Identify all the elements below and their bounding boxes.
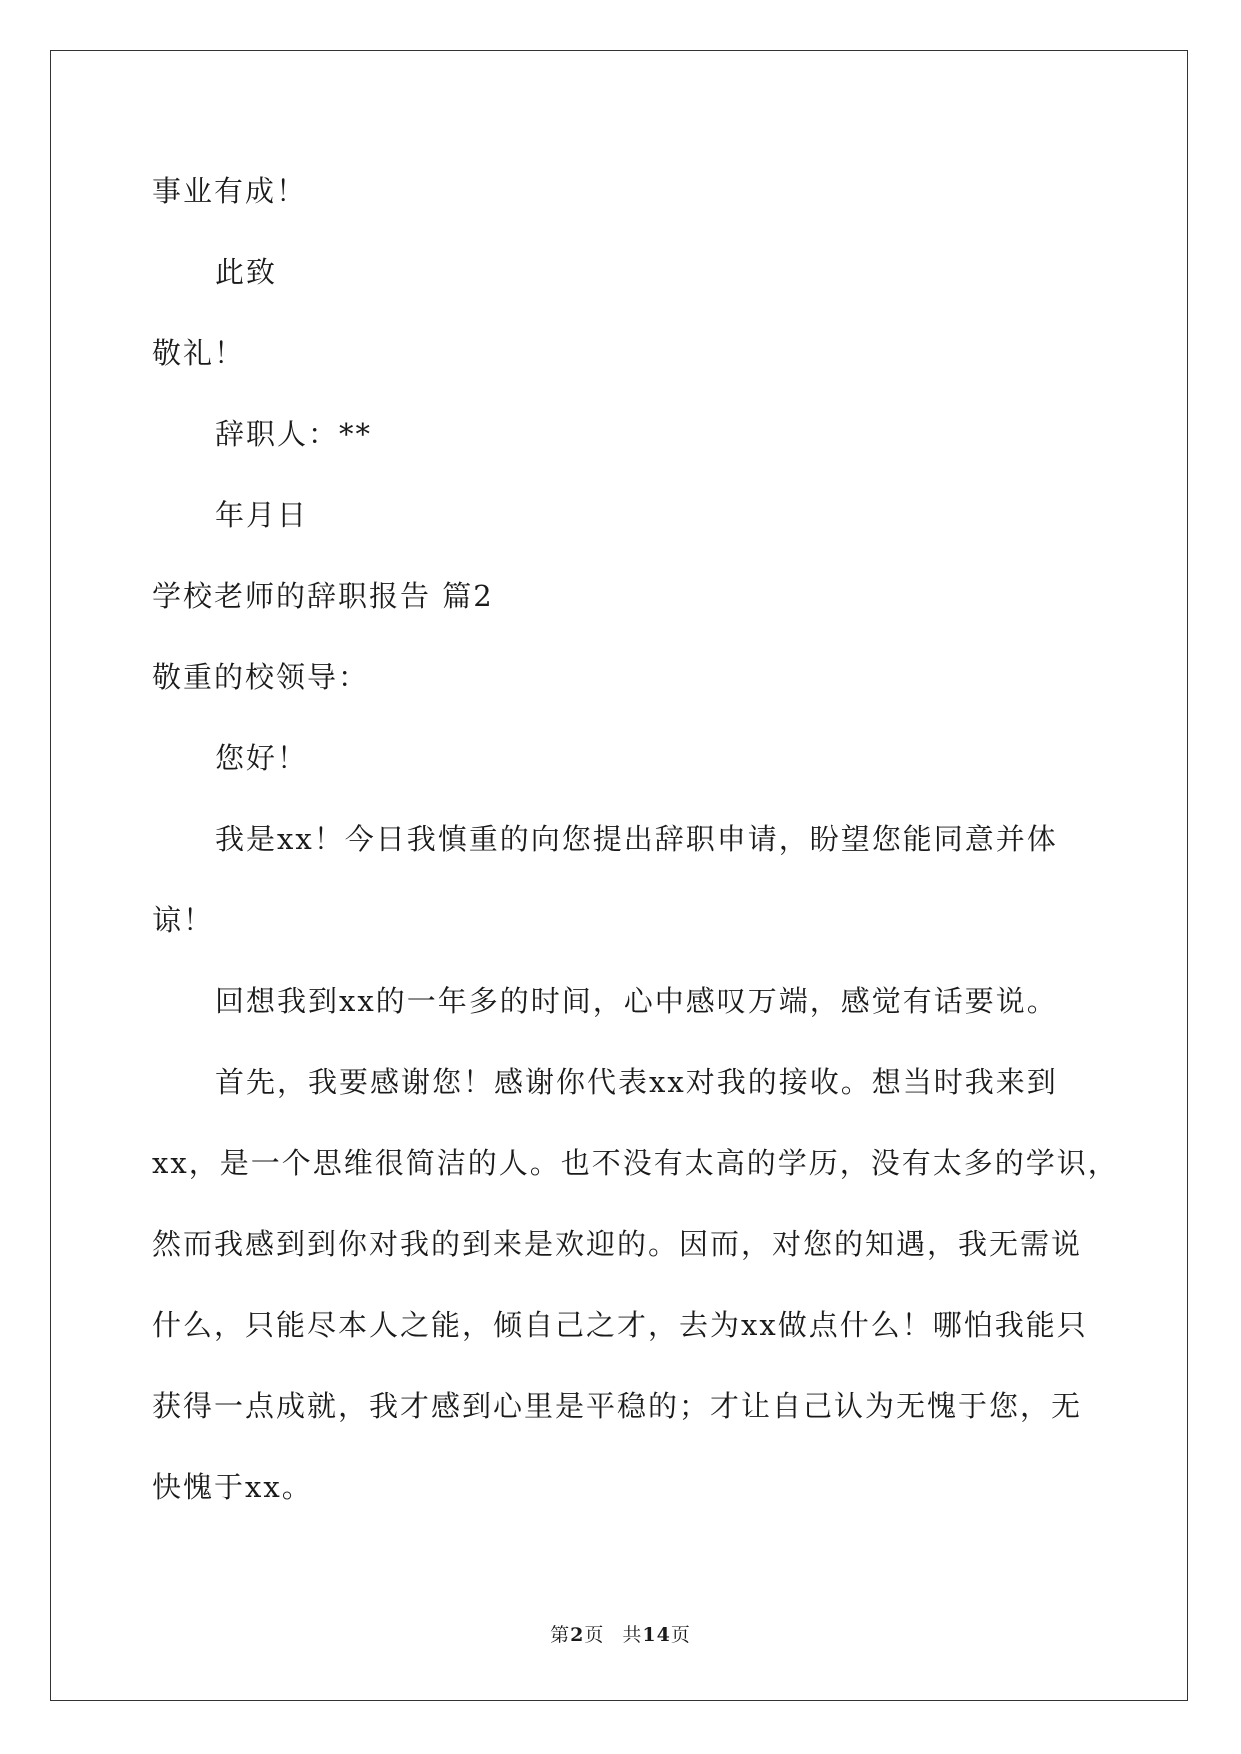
paragraph-line: 什么，只能尽本人之能，倾自己之才，去为xx做点什么！哪怕我能只 — [152, 1308, 1088, 1342]
total-pages: 14 — [642, 1624, 671, 1646]
paragraph-line: 快愧于xx。 — [152, 1470, 313, 1504]
greeting-hello: 您好！ — [215, 741, 309, 775]
paragraph-line: 谅！ — [152, 903, 215, 937]
greeting-addressee: 敬重的校领导： — [152, 660, 370, 694]
signature-line: 辞职人：** — [215, 417, 373, 451]
date-line: 年月日 — [215, 498, 309, 532]
page-footer — [0, 1620, 1241, 1647]
salutation-jing-li: 敬礼！ — [152, 336, 246, 370]
paragraph-line: 我是xx！今日我慎重的向您提出辞职申请，盼望您能同意并体 — [215, 822, 1058, 856]
paragraph-line: 获得一点成就，我才感到心里是平稳的；才让自己认为无愧于您，无 — [152, 1389, 1083, 1423]
page-prefix: 第 — [550, 1624, 571, 1646]
paragraph-line: 首先，我要感谢您！感谢你代表xx对我的接收。想当时我来到 — [215, 1065, 1058, 1099]
page-number: 2 — [570, 1624, 585, 1646]
salutation-ci-zhi: 此致 — [215, 255, 278, 289]
page-suffix: 页 — [584, 1624, 605, 1646]
total-prefix: 共 — [622, 1624, 643, 1646]
total-suffix: 页 — [670, 1624, 691, 1646]
paragraph-line: 回想我到xx的一年多的时间，心中感叹万端，感觉有话要说。 — [215, 984, 1058, 1018]
paragraph-line: 然而我感到到你对我的到来是欢迎的。因而，对您的知遇，我无需说 — [152, 1227, 1083, 1261]
document-body — [152, 155, 1119, 1532]
paragraph-line: xx，是一个思维很简洁的人。也不没有太高的学历，没有太多的学识， — [152, 1146, 1119, 1180]
section-title: 学校老师的辞职报告 篇2 — [152, 579, 494, 613]
closing-line: 事业有成！ — [152, 174, 308, 208]
